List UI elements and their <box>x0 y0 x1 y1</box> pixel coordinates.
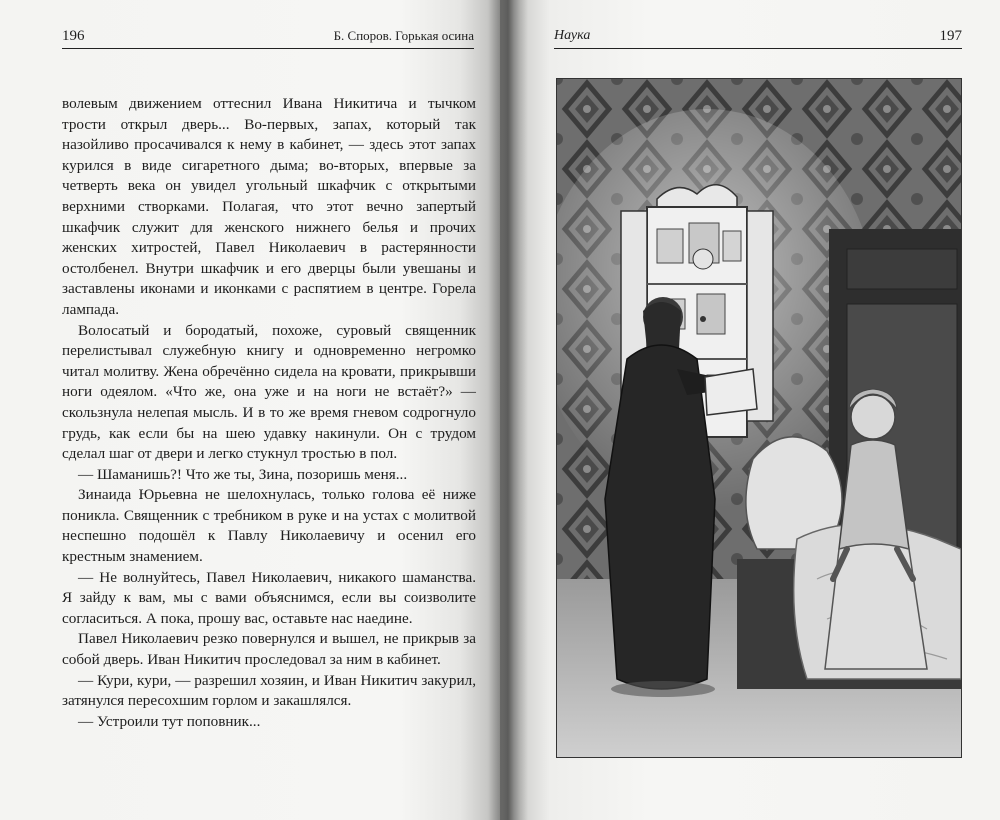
paragraph: — Устроили тут поповник... <box>78 712 261 730</box>
right-running-title: Наука <box>554 28 591 43</box>
paragraph: Волосатый и бородатый, похоже, суровый священник перелистывал служебную книгу и одновременно негромко читал молитву. Жена обречённо сидела на кровати, прикрывши ноги одеялом. «Что же, она уже и на ноги не встаёт?» — скользнула нелепая мысль. И в то же время гневом содрогнуло грудь, как если бы на шею удавку накинули. Он с трудом сделал шаг от двери и легко стукнул тростью в пол. <box>62 321 476 463</box>
paragraph: — Не волнуйтесь, Павел Николаевич, никакого шаманства. Я зайду к вам, мы с вами объяснимся, если вы соизволите согласиться. А пока, прошу вас, оставьте нас наедине. <box>62 568 476 627</box>
left-running-title: Б. Споров. Горькая осина <box>333 28 474 43</box>
book-gutter <box>488 0 528 820</box>
right-page-number: 197 <box>939 28 962 44</box>
paragraph: Павел Николаевич резко повернулся и вышел, не прикрыв за собой дверь. Иван Никитич проследовал за ним в кабинет. <box>62 630 476 669</box>
paragraph: волевым движением оттеснил Ивана Никитича и тычком трости открыл дверь... Во-первых, запах, который так назойливо просачивался к нему в кабинет, — здесь этот запах курился в виде сигаретного дыма; во-вторых, впервые за четверть века он увидел угольный шкафчик с открытыми верхними створками. Полагая, что этот вечно запертый шкафчик служит для женского нижнего белья и прочих женских хитростей, Павел Николаевич в растерянности остолбенел. Внутри шкафчик и его дверцы были увешаны и заставлены иконами и иконками с распятием в центре. Горела лампада. <box>62 95 476 318</box>
illustration-drawing <box>557 79 961 757</box>
body-text <box>62 94 476 732</box>
prayer-book <box>705 369 757 415</box>
left-page-header <box>62 26 474 49</box>
illustration <box>556 78 962 758</box>
paragraph: — Кури, кури, — разрешил хозяин, и Иван Никитич закурил, затянулся пересохшим горлом и закашлялся. <box>62 671 476 710</box>
paragraph: Зинаида Юрьевна не шелохнулась, только голова её ниже поникла. Священник с требником в руке и на устах с молитвой неспешно подошёл к Павлу Николаевичу и осенил его крестным знамением. <box>62 486 476 566</box>
right-page-header <box>554 26 962 49</box>
left-page-number: 196 <box>62 28 85 44</box>
paragraph: — Шаманишь?! Что же ты, Зина, позоришь меня... <box>78 465 408 483</box>
